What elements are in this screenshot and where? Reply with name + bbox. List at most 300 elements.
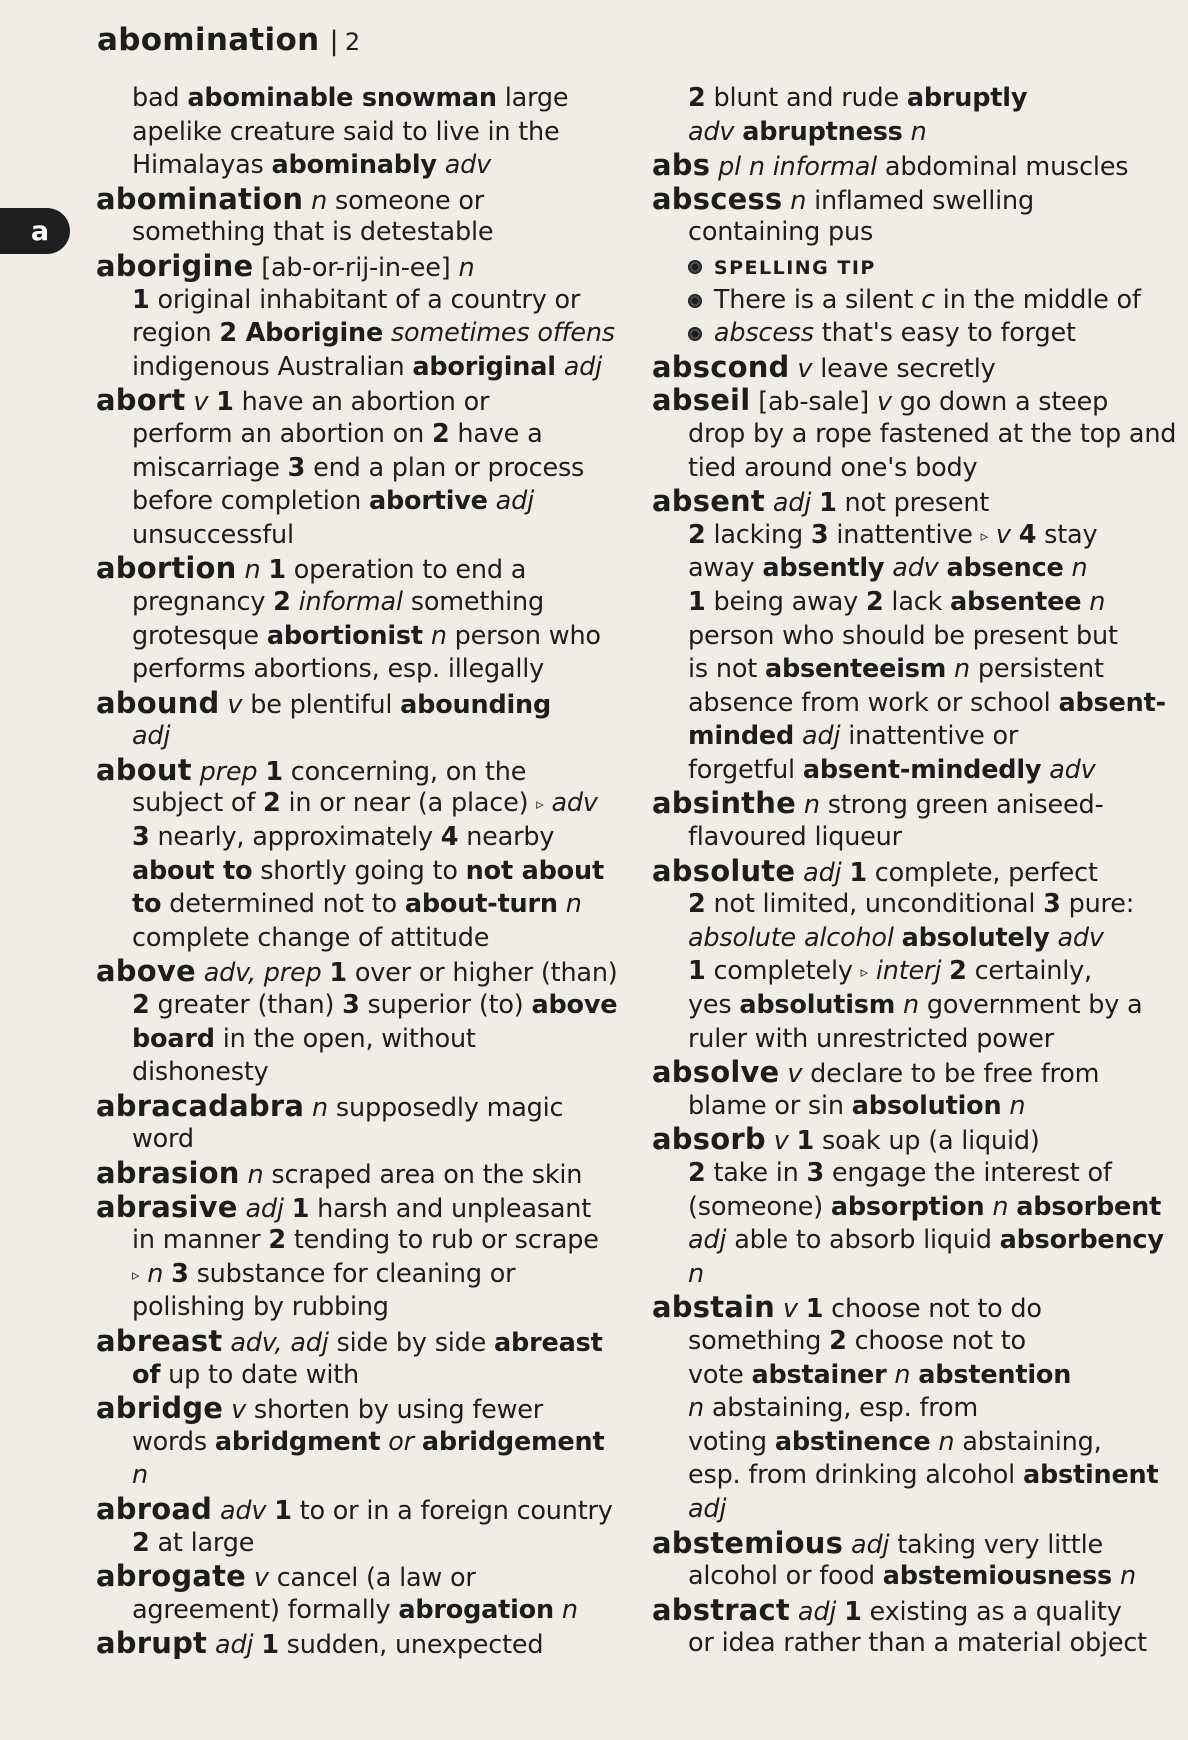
text-run: someone or (327, 185, 485, 216)
italic-label: n (1009, 1090, 1026, 1121)
spelling-tip-bullet-icon (688, 260, 702, 274)
text-run: complete, perfect (866, 857, 1098, 888)
bold-term: 1 (819, 488, 837, 519)
entry-continuation-line (96, 1258, 626, 1292)
text-run: pregnancy (132, 586, 274, 617)
text-run: leave secretly (812, 353, 996, 384)
bold-term: 2 (132, 990, 150, 1021)
entry-continuation-line (652, 216, 1182, 250)
italic-label: prep (199, 756, 258, 787)
text-run: person who (446, 620, 601, 651)
text-run: inattentive (828, 519, 981, 550)
text-run: miscarriage (132, 452, 288, 483)
bold-term: 3 (810, 519, 829, 550)
entry-continuation-line (652, 519, 1182, 553)
entry-headword-line (96, 384, 626, 418)
triangle-marker-icon: ▹ (536, 795, 544, 814)
text-run: substance for cleaning or (188, 1258, 516, 1289)
italic-label: or (388, 1426, 414, 1457)
entry-headword-line (96, 552, 626, 586)
text-run: sudden, unexpected (278, 1630, 544, 1661)
bold-term: abounding (400, 689, 552, 720)
entry-continuation-line (652, 989, 1182, 1023)
headword: abound (96, 685, 220, 720)
bold-term: 3 (287, 452, 306, 483)
bold-term: absent-mindedly (802, 754, 1042, 785)
text-run (843, 1530, 851, 1560)
entry-headword-line (96, 1191, 626, 1225)
entry-headword-line (96, 955, 626, 989)
text-run (988, 520, 996, 550)
page-number: 2 (344, 28, 361, 56)
text-run (1064, 553, 1072, 583)
text-run: blame or sin (688, 1090, 852, 1121)
text-run: have an abortion or (233, 387, 490, 418)
headword: abort (96, 383, 186, 418)
entry-continuation-line (652, 317, 1182, 351)
italic-label: adj (803, 857, 842, 888)
entry-continuation-line (652, 116, 1182, 150)
entry-continuation-line (96, 989, 626, 1023)
text-run: nearly, approximately (149, 822, 441, 853)
italic-label: v (231, 1395, 246, 1426)
text-run: pure: (1060, 889, 1135, 920)
italic-label: v (227, 689, 243, 720)
bold-term: 1 (216, 387, 234, 418)
entry-continuation-line (652, 754, 1182, 788)
entry-headword-line (652, 384, 1182, 418)
text-run: shorten by using fewer (245, 1395, 544, 1426)
entry-continuation-line (652, 1023, 1182, 1057)
italic-label: n (458, 252, 475, 283)
text-run: inflamed swelling (806, 185, 1034, 216)
text-run: up to date with (160, 1359, 359, 1390)
headword: abomination (96, 181, 304, 216)
bold-term: 2 (268, 1225, 286, 1256)
italic-label: n (938, 1426, 955, 1457)
bold-term: 1 (274, 1495, 292, 1526)
text-run: shortly going to (252, 855, 466, 886)
text-run (795, 858, 803, 888)
entry-continuation-line (652, 687, 1182, 721)
italic-label: interj (875, 956, 942, 987)
entry-continuation-line (652, 1090, 1182, 1124)
headword: abstract (652, 1592, 790, 1627)
text-run (556, 352, 564, 382)
entry-continuation-line (96, 821, 626, 855)
headword: absolute (652, 853, 796, 888)
bold-term: abstainer (751, 1359, 887, 1390)
bold-term: 3 (171, 1258, 189, 1289)
text-run: end a plan or process (305, 452, 585, 483)
text-run: (someone) (688, 1191, 831, 1222)
right-column (652, 82, 1182, 1661)
italic-label: adj (801, 721, 841, 752)
text-run (192, 757, 200, 787)
entry-continuation-line (96, 485, 626, 519)
headword: abrasion (96, 1156, 240, 1190)
text-run (1112, 1561, 1120, 1591)
entry-continuation-line (96, 351, 626, 385)
entry-continuation-line (652, 1258, 1182, 1292)
bold-term: abominably (271, 150, 437, 181)
text-run: taking very little (889, 1529, 1103, 1560)
italic-label: n (1119, 1561, 1136, 1592)
entry-continuation-line (652, 1359, 1182, 1393)
entry-continuation-line (96, 1123, 626, 1157)
entry-continuation-line (96, 787, 626, 821)
bold-term: 3 (132, 822, 150, 853)
text-run (895, 990, 903, 1020)
bold-term: 1 (265, 756, 283, 787)
entry-headword-line (96, 1392, 626, 1426)
entry-continuation-line (96, 1459, 626, 1493)
italic-label: v (797, 353, 813, 384)
triangle-marker-icon: ▹ (980, 526, 988, 545)
entry-continuation-line (96, 720, 626, 754)
text-run: existing as a quality (861, 1596, 1122, 1627)
text-run: complete change of attitude (132, 922, 490, 953)
italic-label: n (1071, 553, 1088, 584)
text-run (836, 1597, 844, 1627)
text-run (246, 1563, 254, 1593)
text-run (212, 1496, 220, 1526)
italic-label: adv (220, 1495, 267, 1526)
text-run (208, 387, 216, 417)
entry-headword-line (96, 1627, 626, 1661)
italic-label: n (992, 1191, 1009, 1222)
text-run: original inhabitant of a country or (149, 284, 581, 315)
text-run: not present (836, 488, 990, 519)
text-run: agreement) formally (132, 1594, 399, 1625)
text-run: before completion (132, 486, 369, 517)
text-run: apelike creature said to live in the (132, 116, 560, 147)
entry-continuation-line (652, 1392, 1182, 1426)
entry-continuation-line (652, 552, 1182, 586)
italic-label: adj (772, 488, 812, 519)
text-run: over or higher (than) (346, 958, 618, 989)
bold-term: 2 (688, 1158, 706, 1188)
entry-continuation-line (96, 1527, 626, 1561)
bold-term: 1 (844, 1596, 862, 1627)
text-run: words (132, 1426, 215, 1457)
text-run: in the open, without (214, 1023, 476, 1054)
text-run: in or near (a place) (280, 788, 537, 819)
text-run (941, 956, 949, 986)
italic-label: n (688, 1393, 704, 1424)
italic-label: adv (1049, 754, 1096, 785)
entry-headword-line (652, 149, 1182, 183)
text-run (196, 958, 204, 988)
italic-label: n (803, 790, 820, 821)
entry-continuation-line (96, 1224, 626, 1258)
text-run (383, 318, 391, 348)
spelling-tip-bullet-icon (688, 294, 702, 308)
text-run: lacking (705, 519, 811, 550)
entry-continuation-line (652, 1459, 1182, 1493)
text-run: vote (688, 1359, 752, 1390)
text-run: [ab-or-rij-in-ee] (253, 252, 459, 283)
headword: abroad (96, 1491, 213, 1526)
bold-term: 1 (291, 1193, 310, 1224)
bold-term: abrogation (398, 1594, 554, 1625)
text-run: drop by a rope fastened at the top and (688, 418, 1177, 449)
bold-term: absorption (830, 1191, 985, 1222)
entry-continuation-line (652, 586, 1182, 620)
headword: abs (652, 148, 711, 183)
text-run (1011, 520, 1019, 550)
entry-headword-line (652, 855, 1182, 889)
text-run: take in (705, 1158, 807, 1188)
text-run: There is a silent (706, 284, 922, 315)
headword: absorb (652, 1122, 766, 1157)
text-run: away (688, 553, 763, 584)
bold-term: abominable snowman (187, 83, 497, 113)
italic-label: n (312, 1092, 328, 1123)
entry-continuation-line (96, 82, 626, 116)
bold-term: 2 (829, 1325, 847, 1356)
bold-term: 1 (796, 1126, 815, 1157)
entry-continuation-line (96, 922, 626, 956)
bold-term: abstemiousness (882, 1561, 1113, 1592)
bold-term: 2 (688, 83, 706, 113)
text-run: dishonesty (132, 1057, 269, 1088)
bold-term: 2 (865, 586, 884, 617)
entry-continuation-line (652, 452, 1182, 486)
italic-label: v (193, 387, 209, 418)
text-run (437, 150, 445, 180)
entry-continuation-line (652, 1224, 1182, 1258)
headword: about (96, 752, 192, 787)
italic-label: adv, prep (203, 958, 322, 989)
entry-continuation-line (96, 1056, 626, 1090)
text-run: alcohol or food (688, 1561, 883, 1592)
bold-term: abstention (918, 1359, 1072, 1390)
text-run (163, 1259, 171, 1289)
text-run: lack (883, 586, 951, 617)
bold-term: 3 (806, 1158, 825, 1188)
text-run: choose not to do (823, 1294, 1042, 1325)
italic-label: sometimes offens (390, 318, 615, 349)
entry-headword-line (652, 183, 1182, 217)
bold-term: 1 (805, 1294, 824, 1325)
bold-term: 1 (329, 958, 347, 989)
text-run: strong green aniseed- (819, 790, 1104, 821)
text-run: large (496, 83, 569, 113)
left-column (96, 82, 626, 1661)
text-run (894, 923, 902, 953)
entry-continuation-line (96, 1359, 626, 1393)
text-run: supposedly magic (328, 1092, 564, 1123)
entry-headword-line (652, 1056, 1182, 1090)
text-run: soak up (a liquid) (814, 1126, 1040, 1157)
italic-label: pl n informal (718, 152, 878, 183)
text-run (868, 956, 876, 986)
bold-term: absorbency (999, 1225, 1164, 1256)
text-run: declare to be free from (802, 1059, 1100, 1090)
bold-term: abridgment (214, 1426, 381, 1457)
text-run: esp. from drinking alcohol (688, 1460, 1023, 1491)
text-run (414, 1427, 422, 1457)
text-run (284, 1194, 292, 1224)
entry-continuation-line (652, 1157, 1182, 1191)
text-run (796, 790, 804, 820)
italic-label: c (921, 284, 935, 315)
headword: abseil (652, 383, 751, 418)
italic-label: v (787, 1059, 803, 1090)
bold-term: 2 (132, 1527, 150, 1558)
bold-term: about to (132, 855, 253, 886)
text-run: persistent (969, 654, 1104, 685)
bold-term: board (132, 1023, 215, 1054)
text-run (710, 152, 718, 182)
entry-continuation-line (96, 519, 626, 553)
text-run: government by a (918, 990, 1143, 1021)
bold-term: not about (465, 855, 604, 886)
bold-term: minded (688, 721, 795, 752)
bold-term: to (132, 889, 162, 920)
text-run: containing pus (688, 217, 874, 248)
text-run: subject of (132, 788, 264, 819)
italic-label: adj (688, 1225, 727, 1256)
text-run: polishing by rubbing (132, 1292, 389, 1323)
headword: abortion (96, 551, 237, 586)
entry-continuation-line (652, 653, 1182, 687)
entry-continuation-line (652, 955, 1182, 989)
bold-term: of (132, 1359, 161, 1390)
italic-label: adj (851, 1529, 890, 1560)
text-run (794, 721, 802, 751)
entry-continuation-line (652, 1627, 1182, 1661)
text-run: choose not to (846, 1325, 1026, 1356)
headword: abreast (96, 1323, 223, 1358)
text-run (488, 486, 496, 516)
text-run (423, 621, 431, 651)
text-run: forgetful (688, 754, 803, 785)
text-run: in the middle of (934, 284, 1141, 315)
entry-continuation-line (652, 418, 1182, 452)
text-run: bad (132, 83, 188, 113)
italic-label: n (790, 185, 807, 216)
entry-headword-line (96, 1090, 626, 1124)
entry-continuation-line (96, 418, 626, 452)
headword: absinthe (652, 786, 796, 821)
text-run (790, 1597, 798, 1627)
text-run: inattentive or (840, 721, 1019, 752)
italic-label: adj (495, 486, 534, 517)
headword: abrasive (96, 1189, 238, 1224)
bold-term: absorbent (1016, 1191, 1162, 1222)
entry-headword-line (652, 1527, 1182, 1561)
entry-headword-line (652, 1594, 1182, 1628)
entry-headword-line (652, 1123, 1182, 1157)
text-run (706, 251, 714, 281)
text-run: is not (688, 654, 765, 685)
text-run: person who should be present but (688, 620, 1118, 651)
text-run: that's easy to forget (813, 318, 1076, 349)
bold-term: absolution (851, 1090, 1002, 1121)
text-run: region (132, 318, 220, 349)
running-header (97, 22, 360, 58)
text-run: abdominal muscles (877, 152, 1129, 183)
text-run: being away (705, 586, 866, 617)
entry-continuation-line (652, 720, 1182, 754)
headword: abrupt (96, 1626, 208, 1661)
text-run: completely (705, 956, 861, 987)
bold-term: abortionist (266, 620, 423, 651)
italic-label: n (903, 990, 919, 1021)
text-run (554, 1595, 562, 1625)
entry-continuation-line (652, 1191, 1182, 1225)
italic-label: v (773, 1126, 789, 1157)
italic-label: v (782, 1294, 798, 1325)
entry-continuation-line (96, 586, 626, 620)
text-run: engage the interest of (824, 1158, 1112, 1188)
entry-continuation-line (96, 855, 626, 889)
italic-label: n (247, 1160, 264, 1190)
italic-label: n (910, 116, 927, 147)
entry-continuation-line (652, 821, 1182, 855)
entry-continuation-line (652, 250, 1182, 284)
text-run: grotesque (132, 620, 267, 651)
bold-term: 3 (1043, 889, 1061, 920)
headword: abscess (652, 181, 783, 216)
entry-continuation-line (96, 620, 626, 654)
entry-continuation-line (652, 1493, 1182, 1527)
text-run: superior (to) (359, 990, 532, 1021)
bold-term: absence (946, 553, 1064, 584)
headword: abscond (652, 349, 790, 384)
bold-term: absent- (1058, 687, 1166, 718)
text-run (706, 318, 714, 348)
entry-continuation-line (652, 284, 1182, 318)
entry-continuation-line (96, 317, 626, 351)
entry-continuation-line (96, 888, 626, 922)
text-run: [ab-sale] (750, 387, 877, 418)
text-run (766, 1126, 774, 1156)
text-run (304, 1093, 312, 1123)
italic-label: v (995, 519, 1011, 550)
text-run: abstaining, (954, 1426, 1102, 1457)
text-run: not limited, unconditional (705, 889, 1044, 920)
bold-term: 1 (268, 555, 286, 586)
text-run: absence from work or school (688, 687, 1059, 718)
italic-label: abscess (713, 318, 814, 349)
italic-label: n (132, 1460, 148, 1491)
italic-label: n (244, 555, 261, 586)
text-run: in manner (132, 1225, 269, 1256)
text-run: nearby (458, 822, 555, 853)
text-run: certainly, (966, 956, 1092, 987)
entry-continuation-line (96, 149, 626, 183)
entry-headword-line (652, 485, 1182, 519)
entry-headword-line (96, 1325, 626, 1359)
bold-term: 2 (263, 788, 281, 819)
bold-term: abortive (368, 486, 488, 517)
entry-continuation-line (652, 1325, 1182, 1359)
italic-label: adv (892, 553, 939, 584)
italic-label: n (894, 1359, 911, 1390)
italic-label: n (1089, 586, 1106, 617)
bold-term: 1 (261, 1630, 279, 1661)
bold-term: 3 (342, 990, 360, 1021)
text-run (811, 488, 819, 518)
bold-term: above (531, 990, 618, 1021)
italic-label: adv (444, 150, 492, 181)
headword: abracadabra (96, 1088, 305, 1123)
bold-term: 2 (431, 418, 450, 449)
bold-term: 2 (688, 519, 706, 550)
